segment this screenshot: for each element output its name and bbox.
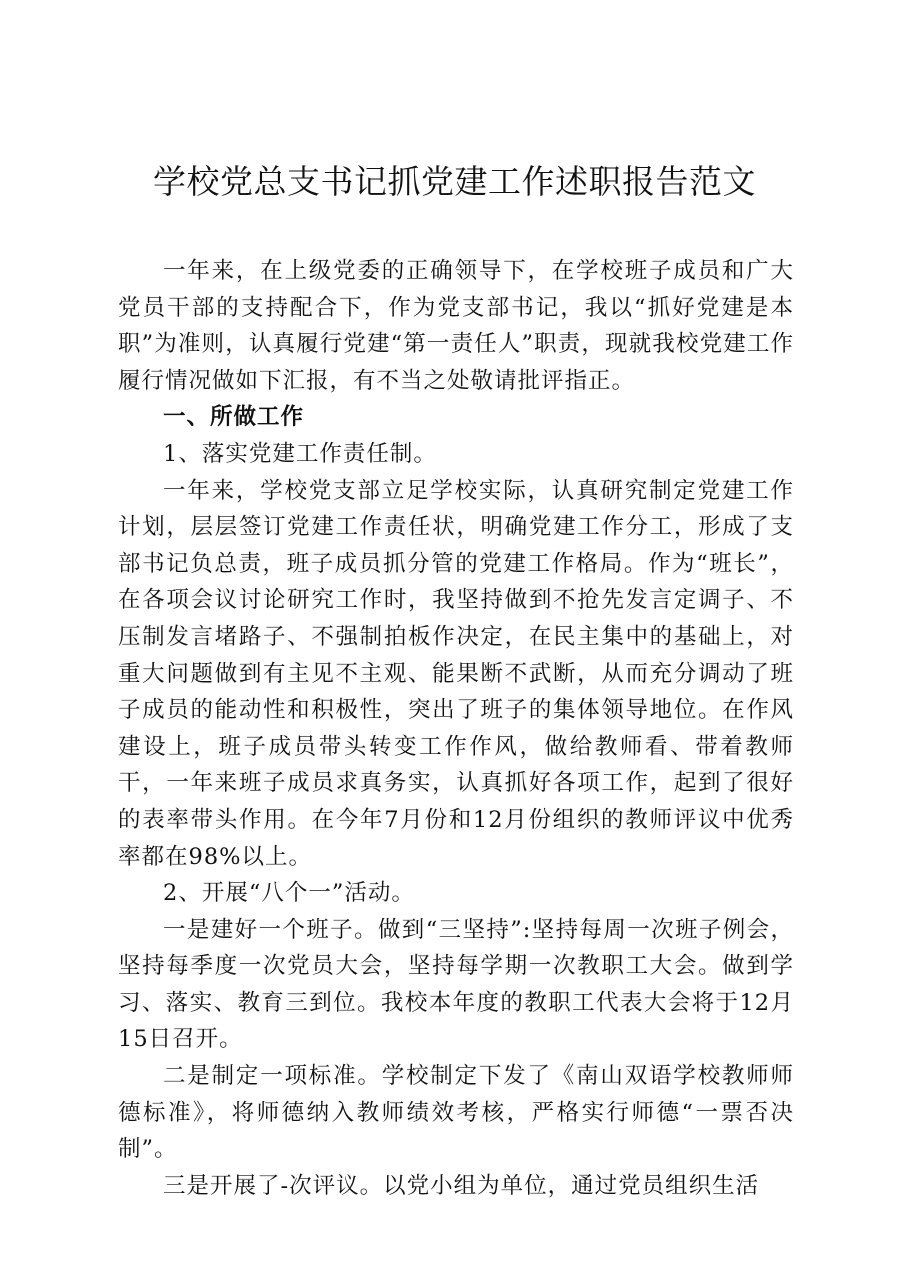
paragraph-standard: 二是制定一项标准。学校制定下发了《南山双语学校教师师德标准》，将师德纳入教师绩效考核，严格实行师德“一票否决制”。 xyxy=(118,1063,794,1163)
document-title: 学校党总支书记抓党建工作述职报告范文 xyxy=(153,162,756,201)
intro-paragraph: 一年来，在上级党委的正确领导下，在学校班子成员和广大党员干部的支持配合下，作为党支部书记，我以“抓好党建是本职”为准则，认真履行党建“第一责任人”职责，现就我校党建工作履行情况做如下汇报，有不当之处敬请批评指正。 xyxy=(118,258,794,394)
section-heading-work-done: 一、所做工作 xyxy=(163,404,305,431)
paragraph-responsibility: 一年来，学校党支部立足学校实际，认真研究制定党建工作计划，层层签订党建工作责任状，明确党建工作分工，形成了支部书记负总责，班子成员抓分管的党建工作格局。作为“班长”，在各项会议讨论研究工作时，我坚持做到不抢先发言定调子、不压制发言堵路子、不强制拍板作决定，在民主集中的基础上，对重大问题做到有主见不主观、能果断不武断，从而充分调动了班子成员的能动性和积极性，突出了班子的集体领导地位。在作风建设上，班子成员带头转变工作作风，做给教师看、带着教师干，一年来班子成员求真务实，认真抓好各项工作，起到了很好的表率带头作用。在今年7月份和12月份组织的教师评议中优秀率都在98%以上。 xyxy=(118,477,794,870)
document-body xyxy=(118,253,794,1204)
paragraph-evaluation: 三是开展了-次评议。以党小组为单位，通过党员组织生活 xyxy=(163,1172,760,1199)
paragraph-team-building: 一是建好一个班子。做到“三坚持”:坚持每周一次班子例会，坚持每季度一次党员大会，坚持每学期一次教职工大会。做到学习、落实、教育三到位。我校本年度的教职工代表大会将于12月15日召开。 xyxy=(118,916,794,1053)
subheading-eight-ones: 2、开展“八个一”活动。 xyxy=(163,880,415,907)
subheading-responsibility: 1、落实党建工作责任制。 xyxy=(163,440,437,467)
